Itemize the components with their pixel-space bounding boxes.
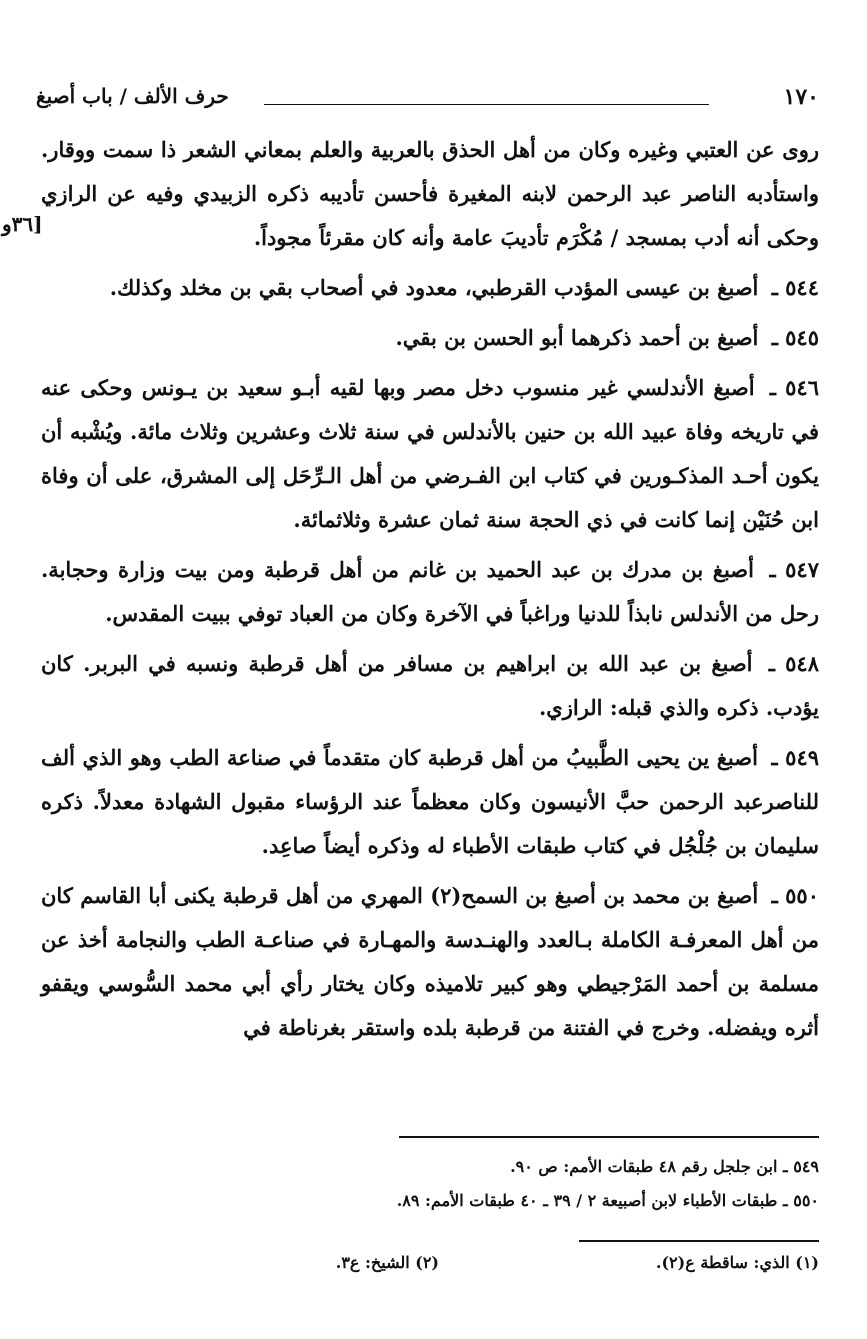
entry-number: ٥٤٤ ـ bbox=[771, 275, 819, 300]
paragraph-text: أصبغ الأندلسي غير منسوب دخل مصر وبها لقيه أبـو سعيد بن يـونس وحكى عنه في تاريخه وفاة عبيد الله بن حنين بالأندلس في سنة ثلاث وعشرين وثلاث مائة. ويُشْبه أن يكون أحـد المذكـورين في كتاب ابن الفـرضي من أهل الـرِّحَل إلى المشرق، على أن وفاة ابن حُنَيْن إنما كانت في ذي الحجة سنة ثمان عشرة وثلاثمائة. bbox=[41, 375, 819, 532]
entry-number: ٥٤٧ ـ bbox=[769, 557, 819, 582]
main-text bbox=[41, 128, 819, 1056]
entry-number: ٥٤٩ ـ bbox=[771, 745, 820, 770]
paragraph-text: أصبغ ين يحيى الطَّبيبُ من أهل قرطبة كان متقدماً في صناعة الطب وهو الذي ألف للناصرعبد الرحمن حبَّ الأنيسون وكان معظماً عند الرؤساء مقبول الشهادة معدلاً. ذكره سليمان بن جُلْجُل في كتاب طبقات الأطباء له وذكره أيضاً صاعِد. bbox=[41, 745, 819, 858]
entry-paragraph bbox=[41, 266, 819, 310]
paragraph-text: أصبغ بن محمد بن أصبغ بن السمح(٢) المهري من أهل قرطبة يكنى أبا القاسم كان من أهل المعرفـة الكاملة بـالعدد والهنـدسة والمهـارة في صناعـة الطب والنجامة أخذ عن مسلمة بن أحمد المَرْجيطي وهو كبير تلاميذه وكان يختار رأي أبي محمد السُّوسي ويقفو أثره ويفضله. وخرج في الفتنة من قرطبة بلده واستقر بغرناطة في bbox=[41, 883, 819, 1040]
source-footnotes bbox=[41, 1150, 819, 1218]
apparatus-note: (٢) الشيخ: ع٣. bbox=[335, 1253, 439, 1272]
entry-paragraph bbox=[41, 642, 819, 730]
entry-number: ٥٤٦ ـ bbox=[769, 375, 819, 400]
entry-paragraph bbox=[41, 548, 819, 636]
footnote-rule bbox=[399, 1136, 819, 1138]
margin-folio-note: [٣٦و bbox=[2, 212, 43, 236]
paragraph-text: أصبغ بن أحمد ذكرهما أبو الحسن بن بقي. bbox=[395, 325, 759, 350]
entry-paragraph bbox=[41, 736, 819, 868]
entry-paragraph bbox=[41, 366, 819, 542]
entry-paragraph bbox=[41, 316, 819, 360]
running-header bbox=[36, 84, 819, 118]
running-title: حرف الألف / باب أصبغ bbox=[36, 84, 229, 108]
entry-number: ٥٤٨ ـ bbox=[768, 651, 819, 676]
apparatus-note: (١) الذي: ساقطة ع(٢). bbox=[655, 1253, 819, 1272]
footnote: ٥٥٠ ـ طبقات الأطباء لابن أصبيعة ٢ / ٣٩ ـ ٤٠ طبقات الأمم: ٨٩. bbox=[396, 1191, 819, 1210]
paragraph-text: روى عن العتبي وغيره وكان من أهل الحذق بالعربية والعلم بمعاني الشعر ذا سمت ووقار. واستأدبه الناصر عبد الرحمن لابنه المغيرة فأحسن تأديبه ذكره الزبيدي وفيه عن الرازي وحكى أنه أدب بمسجد / مُكْرَم تأديبَ عامة وأنه كان مقرئاً مجوداً. bbox=[41, 137, 819, 250]
paragraph-text: أصبغ بن مدرك بن عبد الحميد بن غانم من أهل قرطبة ومن بيت وزارة وحجابة. رحل من الأندلس نابذاً للدنيا وراغباً في الآخرة وكان من العباد توفي ببيت المقدس. bbox=[41, 557, 819, 626]
entry-number: ٥٥٠ ـ bbox=[771, 883, 819, 908]
footnote: ٥٤٩ ـ ابن جلجل رقم ٤٨ طبقات الأمم: ص ٩٠. bbox=[510, 1157, 819, 1176]
paragraph-continuation bbox=[41, 128, 819, 260]
critical-apparatus bbox=[41, 1253, 819, 1283]
page-number: ١٧٠ bbox=[783, 84, 819, 110]
apparatus-rule bbox=[579, 1240, 819, 1242]
paragraph-text: أصبغ بن عيسى المؤدب القرطبي، معدود في أصحاب بقي بن مخلد وكذلك. bbox=[109, 275, 759, 300]
entry-paragraph bbox=[41, 874, 819, 1050]
entry-number: ٥٤٥ ـ bbox=[771, 325, 819, 350]
paragraph-text: أصبغ بن عبد الله بن ابراهيم بن مسافر من أهل قرطبة ونسبه في البربر. كان يؤدب. ذكره والذي قبله: الرازي. bbox=[41, 651, 819, 720]
header-rule bbox=[264, 104, 709, 105]
